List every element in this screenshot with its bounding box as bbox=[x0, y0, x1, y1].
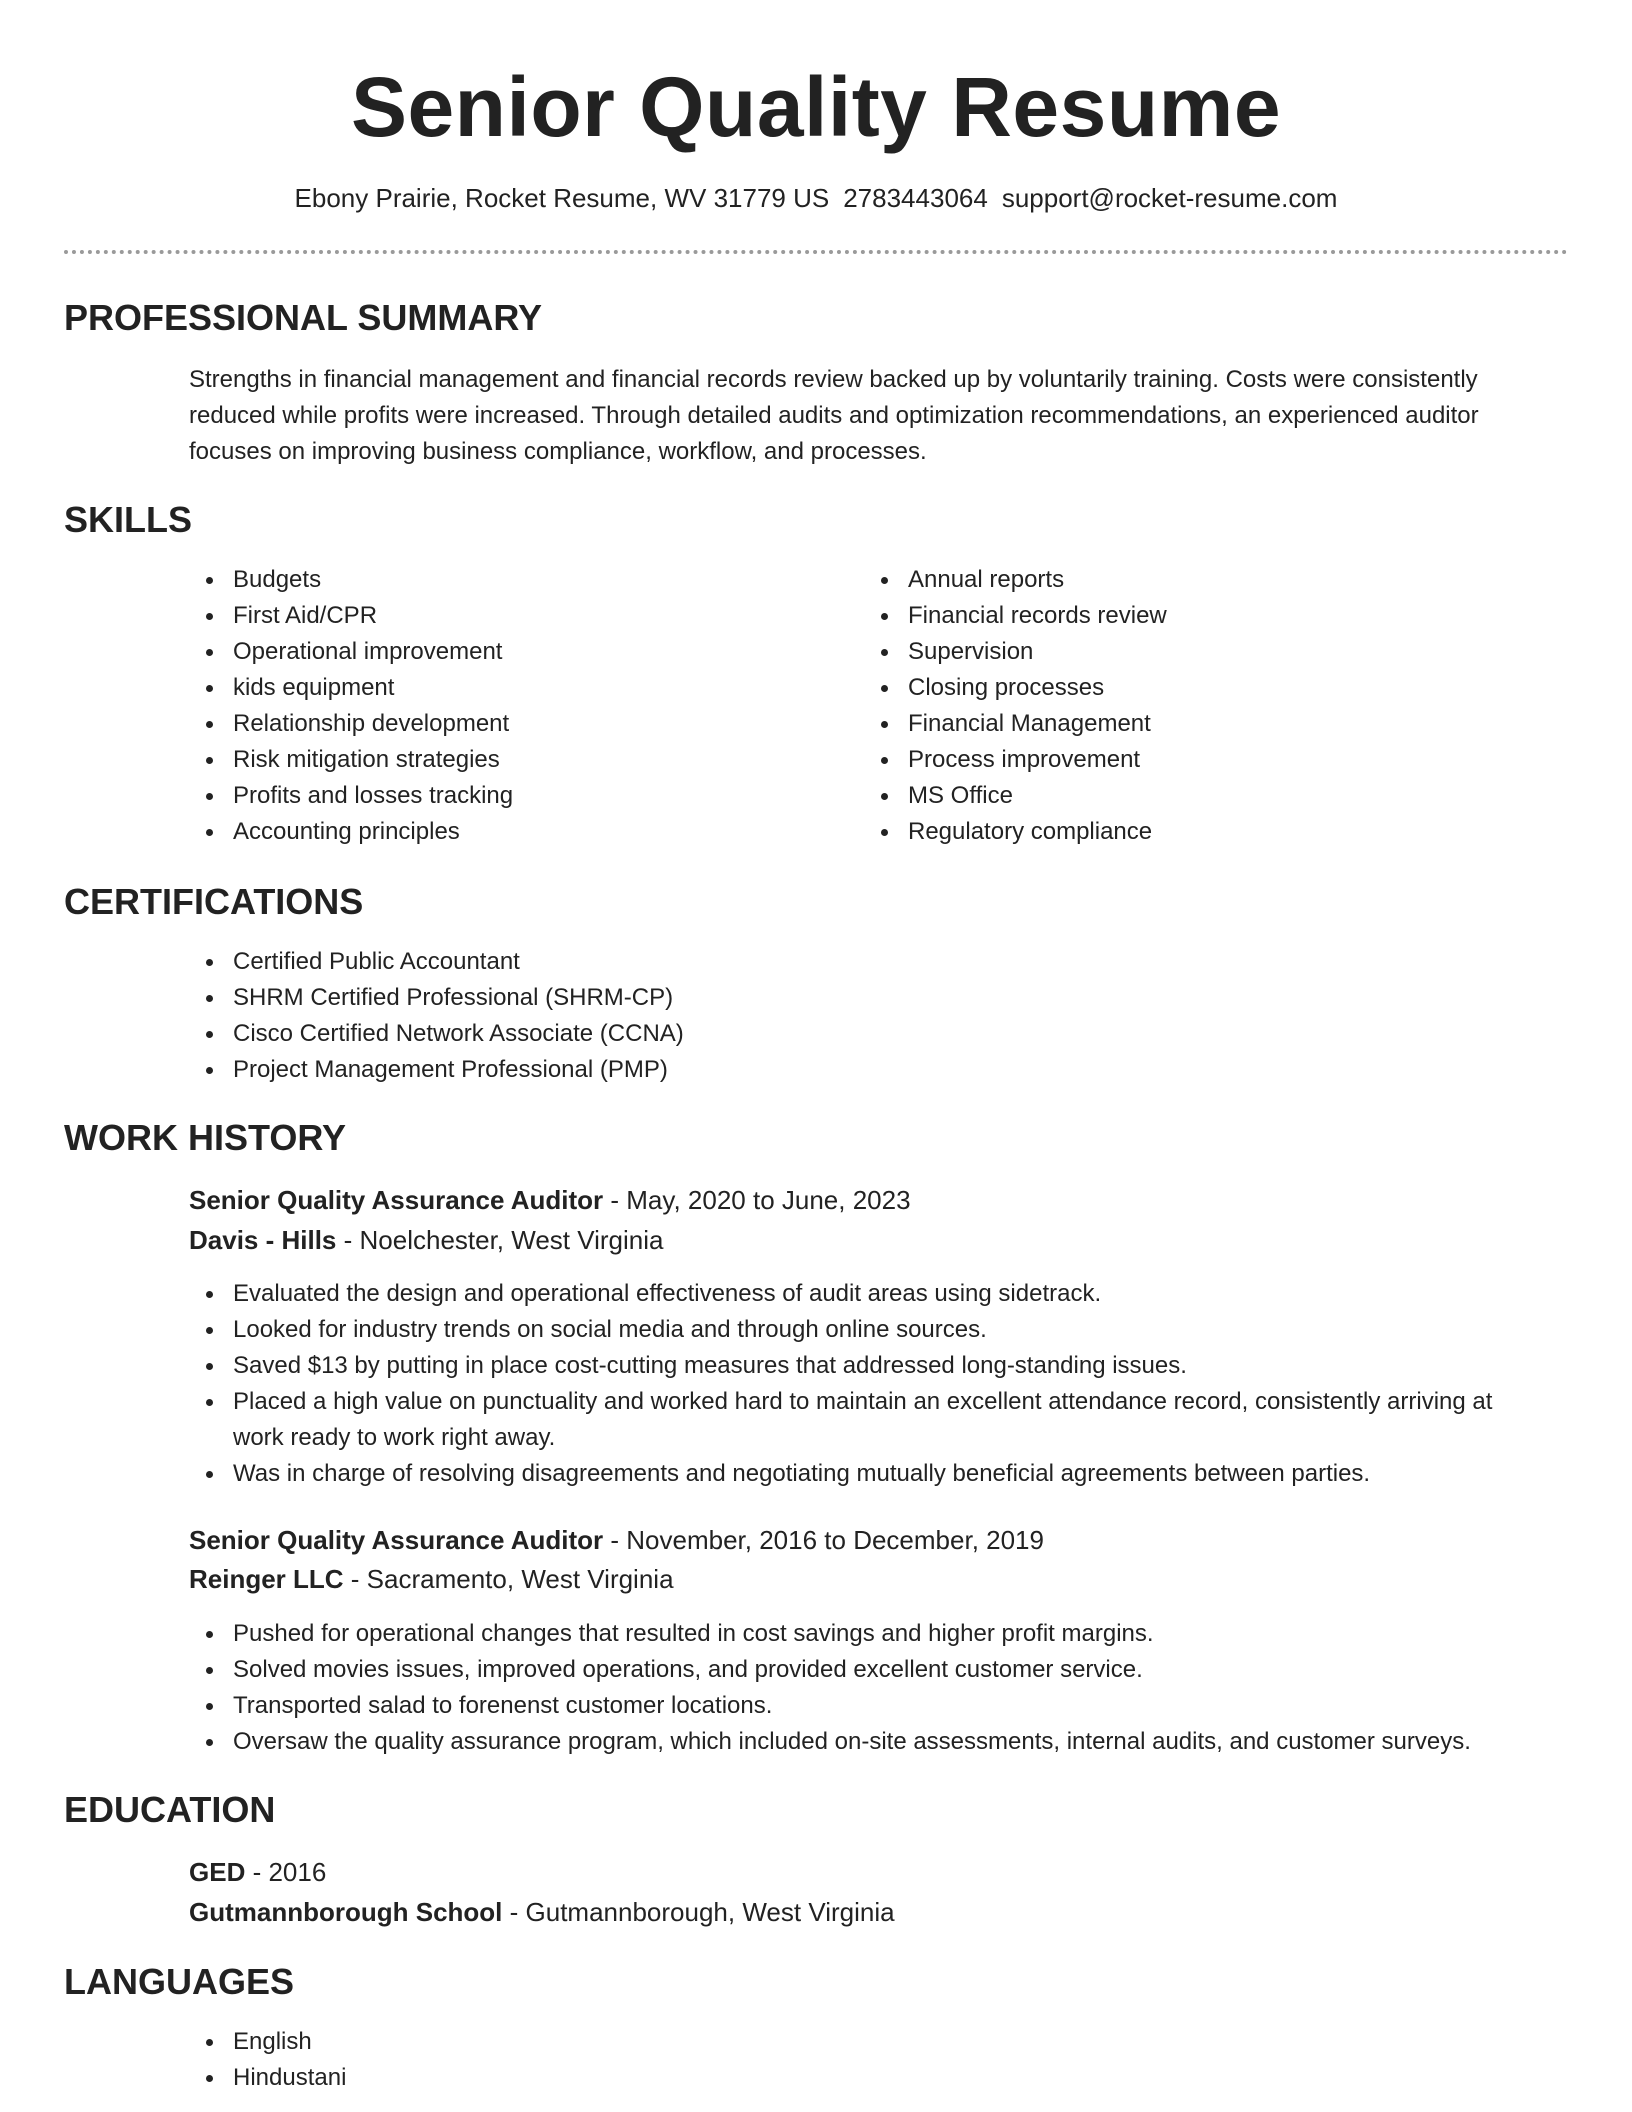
contact-address: Ebony Prairie, Rocket Resume, WV 31779 US bbox=[294, 183, 830, 213]
contact-email[interactable]: support@rocket-resume.com bbox=[1001, 183, 1338, 213]
job-bullet: Was in charge of resolving disagreements and negotiating mutually beneficial agreements between parties. bbox=[189, 1456, 1549, 1492]
languages-list bbox=[189, 2024, 1549, 2096]
education-school-line bbox=[189, 1893, 895, 1931]
skill-item: Annual reports bbox=[864, 562, 1504, 598]
skill-item: Financial Management bbox=[864, 706, 1504, 742]
job-bullet: Oversaw the quality assurance program, which included on-site assessments, internal audits, and customer surveys. bbox=[189, 1724, 1569, 1760]
job-company-line bbox=[189, 1560, 674, 1598]
education-location: - Gutmannborough, West Virginia bbox=[502, 1897, 895, 1927]
skill-item: Accounting principles bbox=[189, 814, 829, 850]
section-title-summary: PROFESSIONAL SUMMARY bbox=[64, 297, 543, 338]
job-bullet: Saved $13 by putting in place cost-cutting measures that addressed long-standing issues. bbox=[189, 1348, 1549, 1384]
skill-item: Closing processes bbox=[864, 670, 1504, 706]
job-bullet: Looked for industry trends on social media and through online sources. bbox=[189, 1312, 1549, 1348]
certification-item: Certified Public Accountant bbox=[189, 944, 1549, 980]
skill-item: Financial records review bbox=[864, 598, 1504, 634]
header-divider bbox=[64, 250, 1568, 254]
skills-list-right bbox=[864, 562, 1504, 850]
job-bullet: Evaluated the design and operational effectiveness of audit areas using sidetrack. bbox=[189, 1276, 1549, 1312]
summary-text: Strengths in financial management and financial records review backed up by voluntarily training. Costs were consistently reduced while profits were increased. Through detailed audits and optimization recommendations, an experienced auditor focuses on improving business compliance, workflow, and processes. bbox=[189, 366, 1479, 465]
job-dates: - May, 2020 to June, 2023 bbox=[603, 1185, 911, 1215]
skill-item: MS Office bbox=[864, 778, 1504, 814]
skills-list-left bbox=[189, 562, 829, 850]
skill-item: First Aid/CPR bbox=[189, 598, 829, 634]
job-company: Reinger LLC bbox=[189, 1564, 344, 1594]
job-bullet: Pushed for operational changes that resulted in cost savings and higher profit margins. bbox=[189, 1616, 1569, 1652]
section-title-work-history: WORK HISTORY bbox=[64, 1117, 347, 1158]
language-item: Hindustani bbox=[189, 2060, 1549, 2096]
job-role: Senior Quality Assurance Auditor bbox=[189, 1185, 604, 1215]
job-bullet: Placed a high value on punctuality and worked hard to maintain an excellent attendance record, consistently arriving at work ready to work right away. bbox=[189, 1384, 1549, 1456]
job-company-line bbox=[189, 1221, 663, 1259]
skill-item: Budgets bbox=[189, 562, 829, 598]
section-title-education: EDUCATION bbox=[64, 1789, 276, 1830]
language-item: English bbox=[189, 2024, 1549, 2060]
job-bullet: Solved movies issues, improved operations, and provided excellent customer service. bbox=[189, 1652, 1569, 1688]
resume-name: Senior Quality Resume bbox=[350, 60, 1282, 154]
contact-phone: 2783443064 bbox=[843, 183, 988, 213]
education-school: Gutmannborough School bbox=[189, 1897, 503, 1927]
skill-item: Profits and losses tracking bbox=[189, 778, 829, 814]
job-dates: - November, 2016 to December, 2019 bbox=[603, 1525, 1044, 1555]
certification-item: SHRM Certified Professional (SHRM-CP) bbox=[189, 980, 1549, 1016]
job-role: Senior Quality Assurance Auditor bbox=[189, 1525, 604, 1555]
certification-item: Cisco Certified Network Associate (CCNA) bbox=[189, 1016, 1549, 1052]
certifications-list bbox=[189, 944, 1549, 1088]
job-title-line bbox=[189, 1521, 1044, 1559]
education-degree-line bbox=[189, 1853, 326, 1891]
section-title-languages: LANGUAGES bbox=[64, 1961, 295, 2002]
contact-line bbox=[0, 180, 1632, 216]
skill-item: Relationship development bbox=[189, 706, 829, 742]
skill-item: Supervision bbox=[864, 634, 1504, 670]
skill-item: Risk mitigation strategies bbox=[189, 742, 829, 778]
education-degree: GED bbox=[189, 1857, 246, 1887]
job-bullets bbox=[189, 1276, 1549, 1492]
job-location: - Noelchester, West Virginia bbox=[336, 1225, 664, 1255]
education-year: - 2016 bbox=[245, 1857, 327, 1887]
job-title-line bbox=[189, 1181, 911, 1219]
job-company: Davis - Hills bbox=[189, 1225, 337, 1255]
job-location: - Sacramento, West Virginia bbox=[343, 1564, 674, 1594]
job-bullet: Transported salad to forenenst customer locations. bbox=[189, 1688, 1569, 1724]
section-title-skills: SKILLS bbox=[64, 499, 193, 540]
skill-item: Operational improvement bbox=[189, 634, 829, 670]
job-bullets bbox=[189, 1616, 1569, 1760]
skill-item: kids equipment bbox=[189, 670, 829, 706]
skill-item: Regulatory compliance bbox=[864, 814, 1504, 850]
section-title-certifications: CERTIFICATIONS bbox=[64, 881, 364, 922]
certification-item: Project Management Professional (PMP) bbox=[189, 1052, 1549, 1088]
skill-item: Process improvement bbox=[864, 742, 1504, 778]
